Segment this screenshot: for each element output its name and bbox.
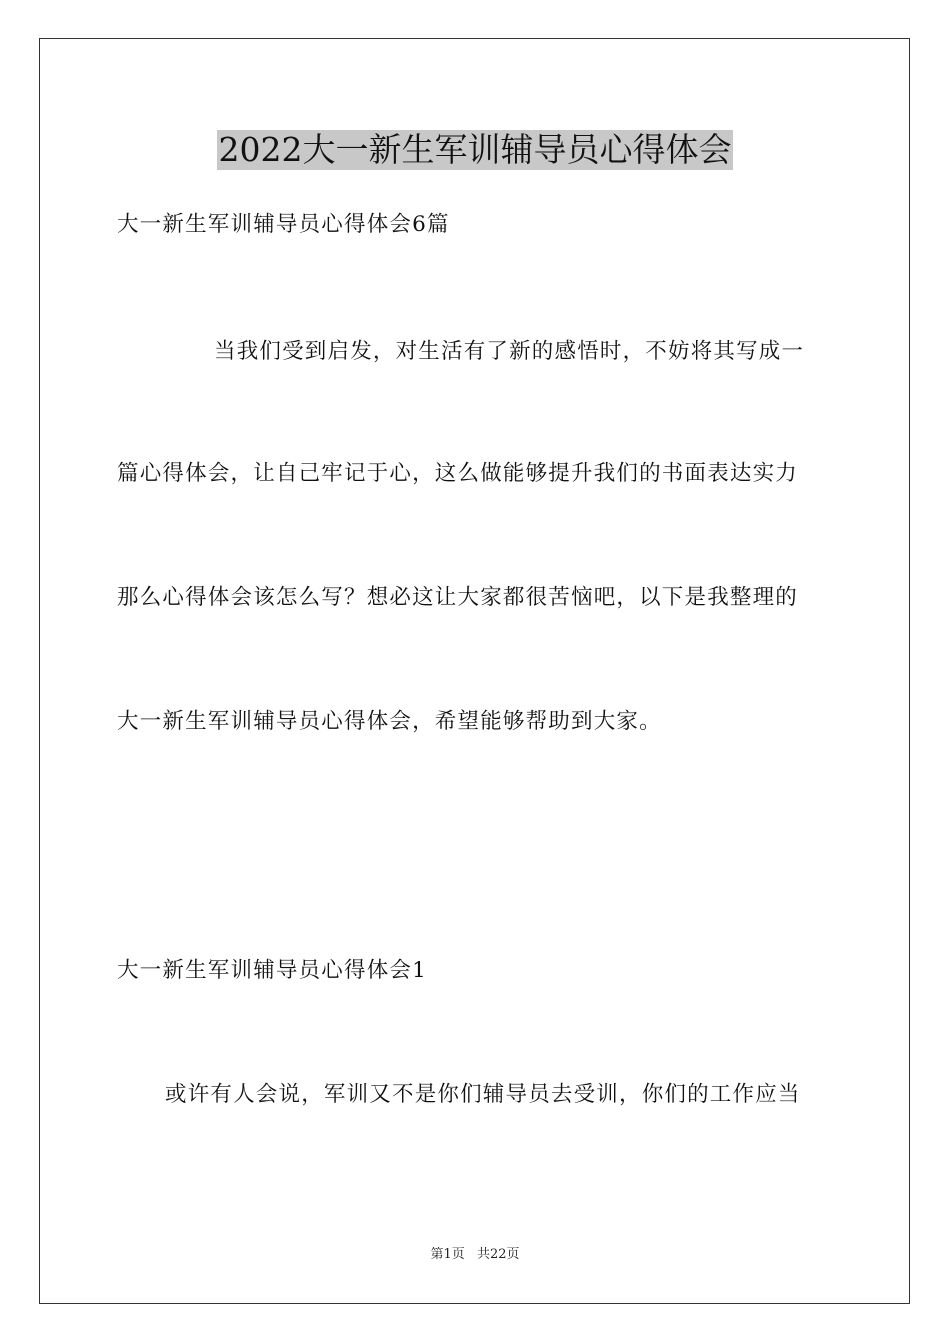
section-heading: 大一新生军训辅导员心得体会1 [117,958,427,983]
page-total: 共22页 [476,1247,520,1262]
document-subtitle: 大一新生军训辅导员心得体会6篇 [117,212,450,237]
intro-line-4: 大一新生军训辅导员心得体会，希望能够帮助到大家。 [117,709,662,734]
document-title: 2022大一新生军训辅导员心得体会 [218,130,732,169]
page-number: 第1页 [430,1247,465,1262]
intro-line-2: 篇心得体会，让自己牢记于心，这么做能够提升我们的书面表达实力 [117,461,799,486]
intro-line-1: 当我们受到启发，对生活有了新的感悟时，不妨将其写成一 [214,339,805,364]
section-paragraph-line-1: 或许有人会说，军训又不是你们辅导员去受训，你们的工作应当 [165,1082,801,1107]
page-footer [0,1246,950,1264]
intro-line-3: 那么心得体会该怎么写？想必这让大家都很苦恼吧，以下是我整理的 [117,585,799,610]
title-container [0,130,950,170]
